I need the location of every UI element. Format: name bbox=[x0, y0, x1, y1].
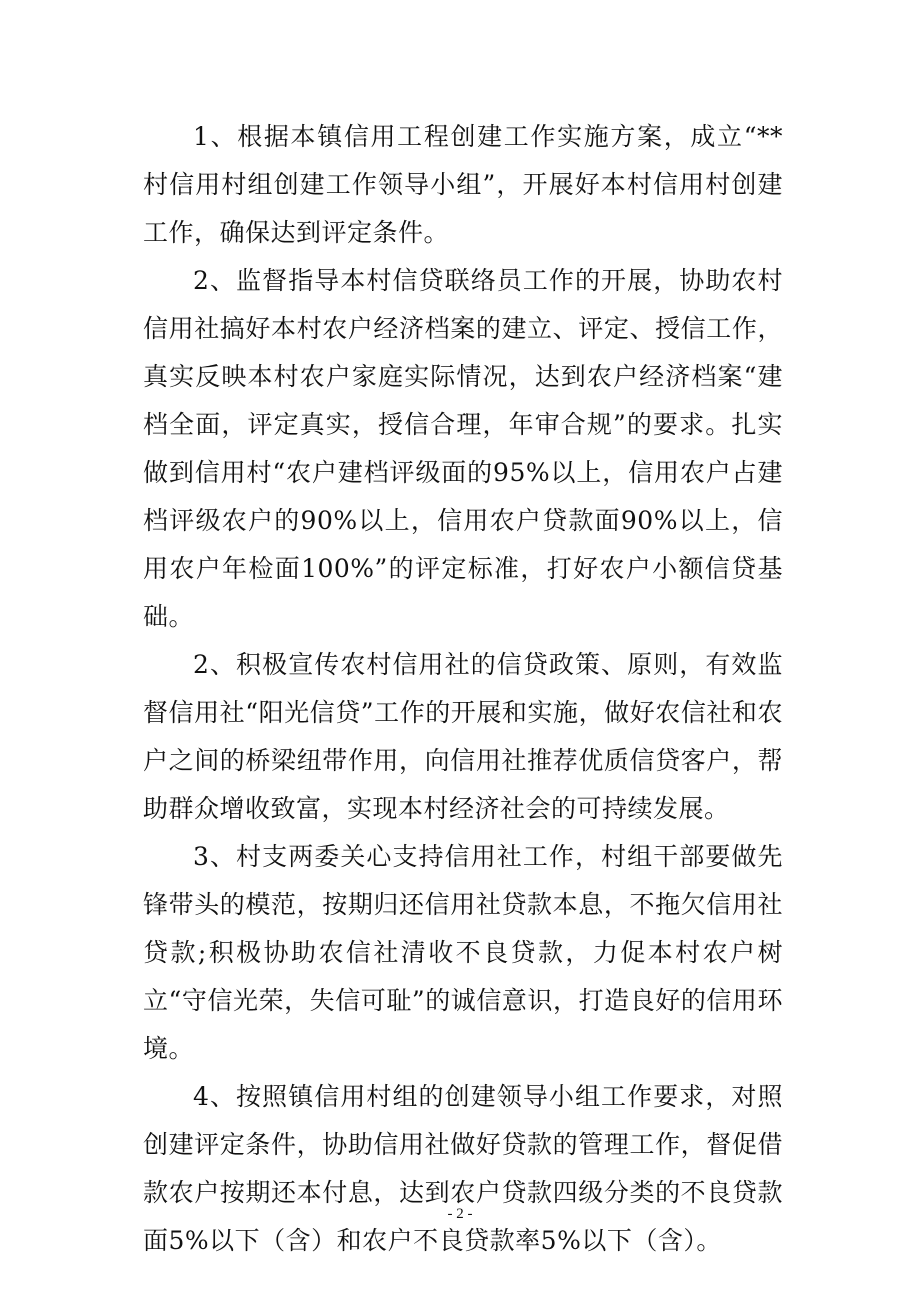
page-number: - 2 - bbox=[447, 1206, 473, 1222]
paragraph-4: 3、村支两委关心支持信用社工作，村组干部要做先锋带头的模范，按期归还信用社贷款本息，不拖欠信用社贷款;积极协助农信社清收不良贷款，力促本村农户树立“守信光荣，失信可耻”的诚信意识，打造良好的信用环境。 bbox=[143, 842, 783, 1063]
paragraph-1: 1、根据本镇信用工程创建工作实施方案，成立“**村信用村组创建工作领导小组”，开展好本村信用村创建工作，确保达到评定条件。 bbox=[143, 122, 783, 247]
paragraph-2: 2、监督指导本村信贷联络员工作的开展，协助农村信用社搞好本村农户经济档案的建立、评定、授信工作，真实反映本村农户家庭实际情况，达到农户经济档案“建档全面，评定真实，授信合理，年审合规”的要求。扎实做到信用村“农户建档评级面的95%以上，信用农户占建档评级农户的90%以上，信用农户贷款面90%以上，信用农户年检面100%”的评定标准，打好农户小额信贷基础。 bbox=[143, 266, 783, 631]
paragraph-3: 2、积极宣传农村信用社的信贷政策、原则，有效监督信用社“阳光信贷”工作的开展和实施，做好农信社和农户之间的桥梁纽带作用，向信用社推荐优质信贷客户，帮助群众增收致富，实现本村经济社会的可持续发展。 bbox=[143, 650, 783, 823]
paragraph-5: 4、按照镇信用村组的创建领导小组工作要求，对照创建评定条件，协助信用社做好贷款的管理工作，督促借款农户按期还本付息，达到农户贷款四级分类的不良贷款面5%以下（含）和农户不良贷款率5%以下（含）。 bbox=[143, 1082, 783, 1255]
document-body bbox=[143, 113, 783, 1265]
